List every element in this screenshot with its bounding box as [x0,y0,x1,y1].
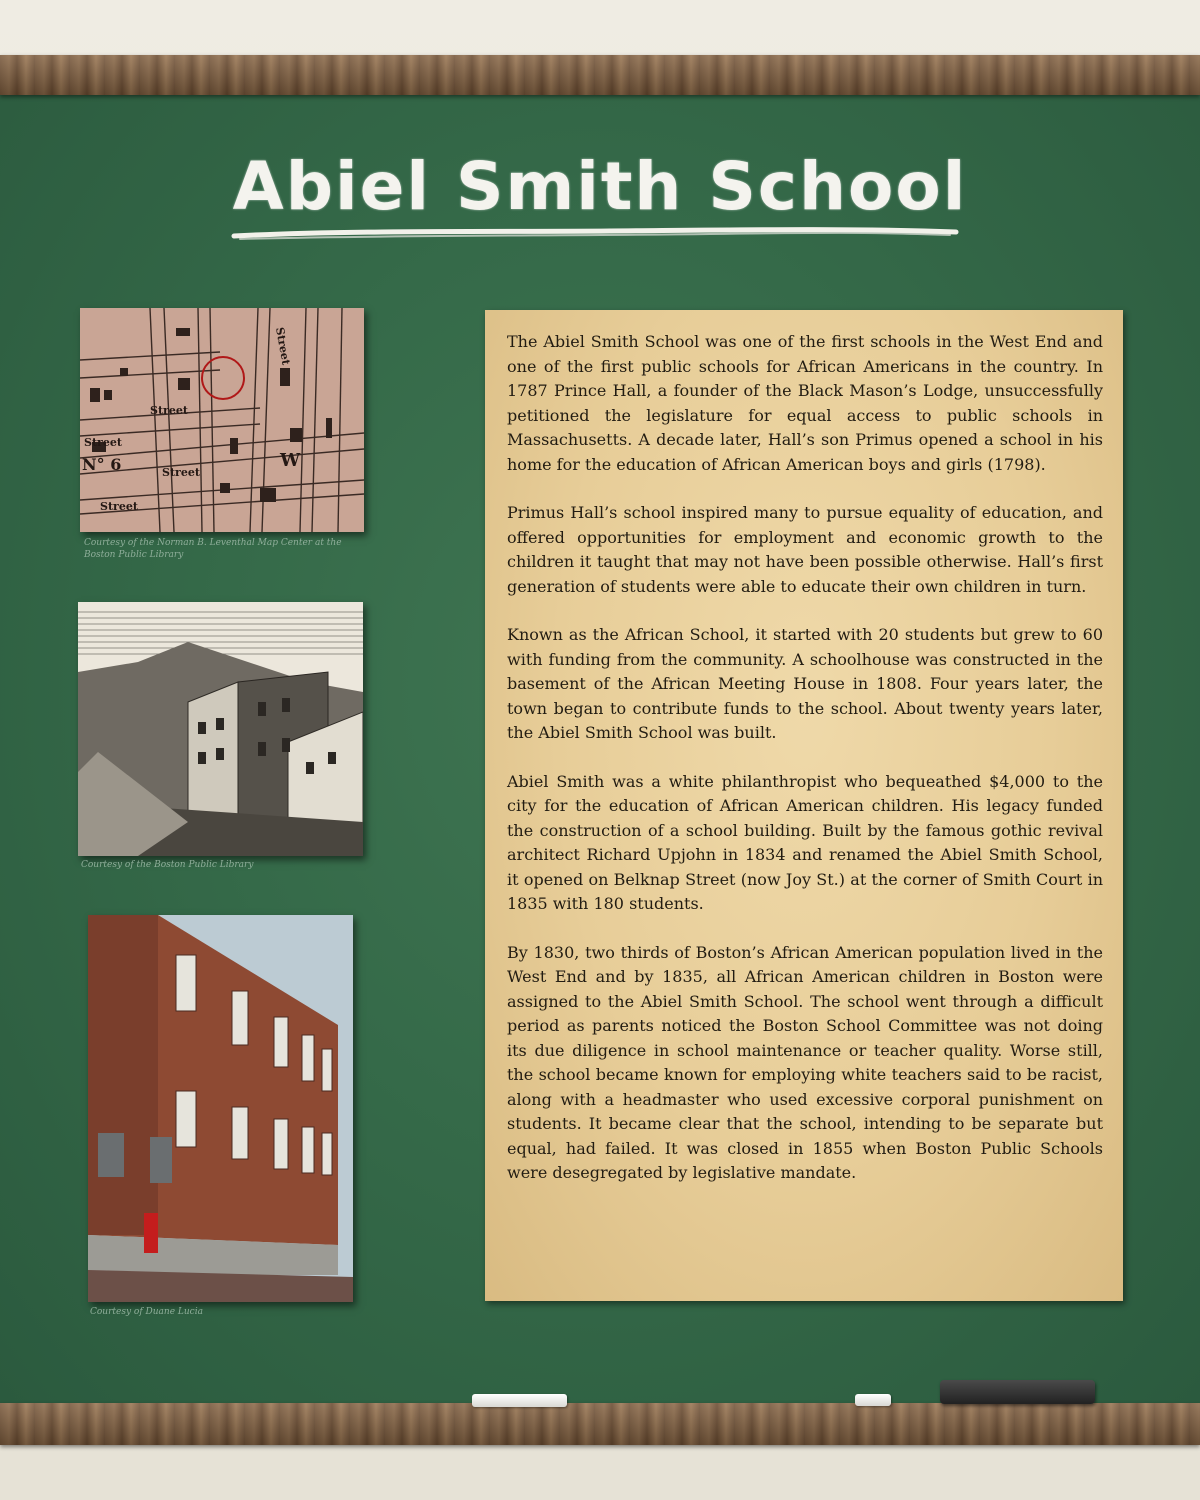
map-label: W [280,450,301,471]
building-illustration [88,915,353,1302]
building-photo [88,915,353,1302]
chalk-stick [472,1394,567,1407]
chalk-stick [855,1394,891,1406]
frame-top [0,55,1200,95]
map-label: Street [150,404,188,417]
map-label: Street [273,326,293,366]
map-caption: Courtesy of the Norman B. Leventhal Map Center at the Boston Public Library [84,538,342,560]
title-underline [230,222,960,246]
paragraph: The Abiel Smith School was one of the first schools in the West End and one of the first public schools for African Americans in the country. In 1787 Prince Hall, a founder of the Black Mason’s Lodge, unsuccessfully petitioned the legislature for equal access to public schools in Massachusetts. A decade later, Hall’s son Primus opened a school in his home for the education of African American boys and girls (1798). [507,332,1103,474]
paragraph: Abiel Smith was a white philanthropist who bequeathed $4,000 to the city for the education of African American children. His legacy funded the construction of a school building. Built by the famous gothic revival architect Richard Upjohn in 1834 and renamed the Abiel Smith School, it opened on Belknap Street (now Joy St.) at the corner of Smith Court in 1835 with 180 students. [507,771,1103,913]
map-label: N° 6 [82,455,122,474]
map-label: Street [100,500,138,513]
text-panel [485,310,1123,1301]
map-photo [80,308,364,532]
chalkboard-eraser [940,1380,1095,1404]
building-caption: Courtesy of Duane Lucia [90,1307,203,1317]
engraving-photo [78,602,363,856]
frame-bottom [0,1403,1200,1445]
paragraph: Known as the African School, it started with 20 students but grew to 60 with funding from the community. A schoolhouse was constructed in the basement of the African Meeting House in 1808. Four years later, the town began to contribute funds to the school. About twenty years later, the Abiel Smith School was built. [507,625,1103,742]
engraving-illustration [78,602,363,856]
engraving-caption: Courtesy of the Boston Public Library [81,860,254,870]
map-label: Street [162,466,200,479]
paragraph: By 1830, two thirds of Boston’s African American population lived in the West End and by 1835, all African American children in Boston were assigned to the Abiel Smith School. The school went through a difficult period as parents noticed the Boston School Committee was not doing its due diligence in school maintenance or teacher quality. Worse still, the school became known for employing white teachers said to be racist, along with a headmaster who used excessive corporal punishment on students. It became clear that the school, intending to be separate but equal, had failed. It was closed in 1855 when Boston Public Schools were desegregated by legislative mandate. [507,942,1103,1182]
page-title: Abiel Smith School [232,148,968,225]
map-illustration [80,308,364,532]
paragraph: Primus Hall’s school inspired many to pursue equality of education, and offered opportunities for employment and economic growth to the children it taught that may not have been possible otherwise. Hall’s first generation of students were able to educate their own children in turn. [507,503,1103,596]
map-label: Street [84,436,122,449]
text-body [507,330,1103,1210]
